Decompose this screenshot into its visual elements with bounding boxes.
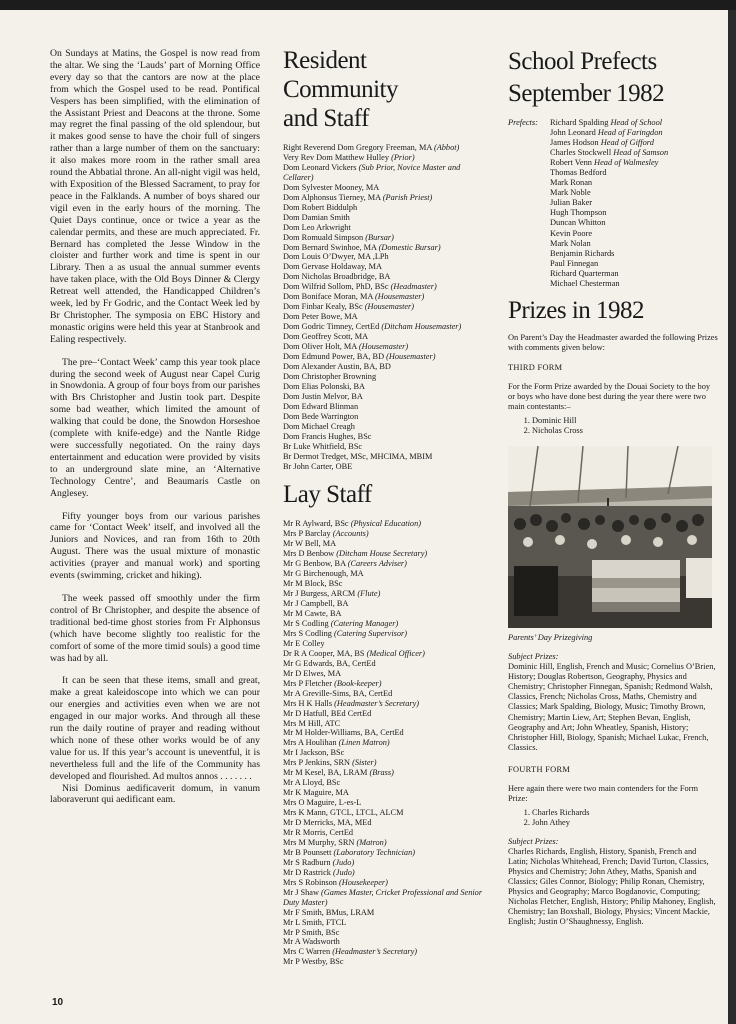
staff-entry [283,143,483,153]
prefect-entry [550,138,668,148]
staff-name: Br Dermot Tredget, MSc, MHCIMA, MBIM [283,451,433,461]
staff-name: Dr R A Cooper, MA, BS [283,648,365,658]
staff-name: Mrs P Fletcher [283,678,333,688]
staff-name: Dom Wilfrid Sollom, PhD, BSc [283,282,389,292]
staff-name: Mr G Benbow, BA [283,559,346,569]
staff-entry [283,619,483,629]
photo-caption: Parents’ Day Prizegiving [508,633,593,643]
staff-entry [283,442,483,452]
staff-name: Mr A Wadsworth [283,937,340,947]
staff-name: Dom Peter Bowe, MA [283,312,358,322]
staff-entry [283,203,483,213]
staff-entry [283,372,483,382]
staff-entry [283,262,483,272]
subject-prizes-label: Subject Prizes: [508,652,559,662]
staff-role: (Headmaster’s Secretary) [334,698,420,708]
staff-entry [283,868,483,878]
third-form-subject-prizes: Dominic Hill, English, French and Music; Cornelius O’Brien, History; Douglas Robertson, Geography, Physics and Chemistry; Christopher Finnegan, Spanish; Redmond Walsh, Classics, French; Nicholas Cross, Maths, Chemistry and Classics; Mark Spalding, Biology, Music; Timothy Brown, Chemistry; Martin Liew, Art; Stephen Bevan, English, Geography and Art; John Wheatley, Spanish, History; Christopher Hill, Biology, Spanish; Michael Lukac, French, Classics. [508,662,716,752]
staff-entry [283,878,483,888]
staff-entry [283,519,483,529]
staff-role: (Brass) [369,768,394,778]
staff-entry [283,609,483,619]
staff-column [283,46,483,967]
staff-role: (Accounts) [332,529,369,539]
staff-name: Dom Edward Blinman [283,401,359,411]
staff-role: (Ditcham House Secretary) [336,549,428,559]
lay-staff-list [283,519,483,967]
staff-name: Mr M Kesel, BA, LRAM [283,768,368,778]
list-item: 1. Charles Richards [532,808,718,818]
staff-role: (Parish Priest) [382,192,433,202]
fourth-form-text: Here again there were two main contenders for the Form Prize: [508,783,698,803]
staff-role: (Sister) [352,758,377,768]
staff-entry [283,858,483,868]
staff-entry [283,937,483,947]
staff-entry [283,669,483,679]
staff-role: (Flute) [357,589,381,599]
paragraph: The week passed off smoothly under the firm control of Br Christopher, and despite the absence of traditional bed-time ghost stories from Fr Alphonsus (which have become slightly too realistic for the comfort of some of the more timid souls) a good time was had by all. [50,592,260,664]
staff-role: (Housemaster) [364,302,415,312]
staff-role: (Prior) [391,152,415,162]
staff-name: Br John Carter, OBE [283,461,353,471]
staff-entry [283,689,483,699]
staff-entry [283,728,483,738]
staff-name: Mr G Birchenough, MA [283,569,364,579]
staff-name: Mrs H K Halls [283,698,333,708]
staff-entry [283,412,483,422]
staff-name: Very Rev Dom Matthew Hulley [283,152,389,162]
staff-name: Mrs D Benbow [283,549,335,559]
staff-name: Mr M Holder-Williams, BA, CertEd [283,728,404,738]
staff-entry [283,778,483,788]
staff-name: Mr D Elwes, MA [283,668,342,678]
staff-entry [283,808,483,818]
subject-prizes-label: Subject Prizes: [508,836,559,846]
staff-entry [283,243,483,253]
staff-name: Dom Elias Polonski, BA [283,381,366,391]
staff-entry [283,272,483,282]
magazine-page [0,10,728,1024]
staff-entry [283,183,483,193]
staff-entry [283,342,483,352]
prefect-name: Julian Baker [550,198,593,208]
staff-entry [283,382,483,392]
list-item: 1. Dominic Hill [532,416,718,426]
staff-entry [283,719,483,729]
paragraph: Fifty younger boys from our various parishes came for ‘Contact Week’ itself, and involved all the Juniors and Novices, and ran from 16th to 20th August. There was the usual mixture of monastic activities (prayer and manual work) and sporting events (swimming, cricket and hiking). [50,510,260,582]
staff-name: Dom Alexander Austin, BA, BD [283,361,391,371]
staff-name: Dom Christopher Browning [283,371,377,381]
staff-name: Dom Oliver Holt, MA [283,342,357,352]
staff-name: Dom Gervase Holdaway, MA [283,262,382,272]
staff-name: Mr J Shaw [283,887,319,897]
staff-entry [283,549,483,559]
staff-entry [283,788,483,798]
prefect-name: Duncan Whitton [550,218,606,228]
fourth-form-heading: FOURTH FORM [508,764,571,774]
staff-entry [283,402,483,412]
staff-name: Mrs M Hill, ATC [283,718,341,728]
prefect-entry [550,198,668,208]
third-form-list [508,416,718,436]
page-number: 10 [52,997,64,1008]
staff-entry [283,768,483,778]
heading-line: and Staff [283,105,369,132]
staff-name: Mr M Block, BSc [283,579,343,589]
prefect-name: Charles Stockwell [550,148,612,158]
staff-entry [283,649,483,659]
staff-entry [283,569,483,579]
prefect-name: Michael Chesterman [550,278,620,288]
prefects-block [508,118,718,289]
staff-name: Mr J Campbell, BA [283,599,349,609]
staff-name: Dom Finbar Kealy, BSc [283,302,363,312]
staff-name: Mr S Radburn [283,857,331,867]
staff-name: Right Reverend Dom Gregory Freeman, MA [283,143,432,152]
staff-entry [283,223,483,233]
staff-entry [283,709,483,719]
staff-name: Mr W Bell, MA [283,539,337,549]
staff-entry [283,539,483,549]
staff-entry [283,233,483,243]
staff-entry [283,659,483,669]
staff-role: (Laboratory Technician) [333,847,415,857]
prefect-name: Hugh Thompson [550,208,607,218]
staff-entry [283,928,483,938]
staff-entry [283,957,483,967]
staff-entry [283,153,483,163]
prefect-name: Richard Quarterman [550,268,619,278]
school-prefects-heading [508,46,718,110]
prefect-entry [550,158,668,168]
staff-name: Dom Louis O’Dwyer, MA ,LPh [283,252,389,262]
paragraph: On Sundays at Matins, the Gospel is now read from the altar. We sing the ‘Lauds’ part of Morning Office every day so that the cantors are now at the place from which the Gospel used to be read. Pontifical Vespers has been simplified, with the elimination of the Assistant Priest and Deacons at the throne. Some may regret the final passing of the old splendour, but it makes good sense to have the choir full of singers rather than a large number of them on the sanctuary: it also makes more room in the rather small area round the Abbatial throne. An all-night vigil was held, with Exposition of the Blessed Sacrament, to pray for peace in the Falklands. A number of boys shared our vigil even in the early hours of the morning. The Quiet Days continue, once or twice a year as the calendar permits, and these are much appreciated. Fr. Bernard has completed the Jesse Window in the cloister and further work and time is spent in our Library. Then a as usual the annual summer events have taken place, with the Old Boys Dinner & Clergy Retreat well attended, the Handicapped Children’s week, led by Fr Godric, and the Contact Week led by Br Christopher. The symposia on EBC History and monastic origins were held this year at Stanbrook and Ealing respectively. [50,48,260,345]
staff-entry [283,828,483,838]
prefect-role: Head of School [610,118,663,127]
prefect-entry [550,269,668,279]
staff-role: (Domestic Bursar) [378,242,441,252]
marquee-photo-illustration [508,446,712,628]
prefect-name: Robert Venn [550,158,592,168]
staff-role: (Housemaster) [374,292,425,302]
prefect-name: Thomas Bedford [550,168,607,178]
staff-name: Dom Sylvester Mooney, MA [283,182,380,192]
page-right-edge [728,10,736,1024]
staff-role: (Linen Matron) [338,738,390,748]
prefect-name: Kevin Poore [550,228,593,238]
prefect-role: Head of Faringdon [597,128,663,138]
staff-entry [283,163,483,183]
prefect-name: Mark Noble [550,188,591,198]
staff-name: Dom Boniface Moran, MA [283,292,373,302]
staff-name: Mrs S Robinson [283,877,337,887]
staff-name: Mr P Smith, BSc [283,927,340,937]
staff-entry [283,888,483,908]
heading-line: September 1982 [508,80,665,107]
staff-entry [283,599,483,609]
prefect-entry [550,178,668,188]
staff-name: Mrs P Barclay [283,529,331,539]
staff-entry [283,639,483,649]
staff-name: Mr M Cawte, BA [283,609,342,619]
prefect-entry [550,208,668,218]
staff-entry [283,322,483,332]
prefect-name: Paul Finnegan [550,258,599,268]
staff-name: Br Luke Whitfield, BSc [283,441,363,451]
staff-role: (Headmaster) [390,282,437,292]
staff-name: Mr D Hatfull, BEd CertEd [283,708,372,718]
staff-name: Mr R Morris, CertEd [283,828,354,837]
staff-entry [283,838,483,848]
staff-name: Mrs S Codling [283,628,332,638]
paragraph: The pre–‘Contact Week’ camp this year took place during the second week of August near Capel Curig in Snowdonia. A group of four boys from our parishes with Brs Christopher and Justin took part. Despite some bad weather, which limited the amount of walking that could be done, the Snowdon Horseshoe (complete with knife-edge) and the Nantle Ridge were successfully negotiated. On the rainy days entertainment and education were provided by visits to an underground slate mine, an ‘Alternative Technology Centre’, and Beaumaris Castle on Anglesey. [50,356,260,499]
staff-entry [283,332,483,342]
staff-entry [283,918,483,928]
staff-name: Mr F Smith, BMus, LRAM [283,907,375,917]
staff-entry [283,213,483,223]
staff-name: Mr D Rastrick [283,867,331,877]
staff-entry [283,679,483,689]
prefect-name: Richard Spalding [550,118,609,127]
left-text-column [50,48,260,806]
prefects-prizes-column [508,46,718,927]
staff-name: Mr B Pounsett [283,847,332,857]
staff-entry [283,758,483,768]
prefect-name: Mark Nolan [550,238,591,248]
staff-name: Mr A Greville-Sims, BA, CertEd [283,688,393,698]
staff-role: (Abbot) [433,143,460,152]
staff-role: (Catering Manager) [330,618,399,628]
staff-role: (Headmaster’s Secretary) [332,947,418,957]
staff-name: Mr G Edwards, BA, CertEd [283,658,376,668]
prizes-heading: Prizes in 1982 [508,296,645,324]
staff-name: Dom Bede Warrington [283,411,359,421]
staff-entry [283,452,483,462]
prefect-name: John Leonard [550,128,596,138]
staff-entry [283,362,483,372]
staff-entry [283,559,483,569]
staff-name: Dom Godric Timney, CertEd [283,322,380,332]
staff-entry [283,579,483,589]
heading-line: Community [283,76,398,103]
staff-entry [283,422,483,432]
staff-entry [283,798,483,808]
staff-name: Dom Damian Smith [283,212,350,222]
staff-entry [283,302,483,312]
staff-name: Mr S Codling [283,618,329,628]
staff-name: Mr K Maguire, MA [283,788,349,798]
prefects-list [550,118,668,289]
staff-role: (Physical Education) [350,519,421,529]
staff-name: Mrs P Jenkins, SRN [283,758,351,768]
staff-name: Mr J Burgess, ARCM [283,589,356,599]
staff-entry [283,352,483,362]
resident-community-heading [283,46,483,133]
list-item: 2. Nicholas Cross [532,426,718,436]
prefect-name: Benjamin Richards [550,248,615,258]
staff-entry [283,193,483,203]
staff-entry [283,432,483,442]
staff-name: Mr R Aylward, BSc [283,519,349,529]
prefect-name: James Hodson [550,138,599,148]
staff-entry [283,748,483,758]
prizes-intro: On Parent’s Day the Headmaster awarded the following Prizes with comments given below: [508,332,718,352]
prefect-entry [550,259,668,269]
fourth-form-subject-prizes: Charles Richards, English, History, Spanish, French and Latin; Nicholas Whitehead, French; David Turton, Classics, Physics and Chemistry; John Athey, Maths, Spanish and Classics; Giles Connor, Biology; Philip Ronan, Chemistry, Physics and Geography; Marco Bogdanovic, Computing; Nicholas Fletcher, English, History; Philip Mahoney, English, Chemistry; Ian Boxshall, Biology, Physics; Vincent Mackie, English; Justin O’Shaughnessy, English. [508,846,716,927]
paragraph: Nisi Dominus aedificaverit domum, in vanum laboraverunt qui aedificant eam. [50,782,260,806]
staff-name: Dom Michael Creagh [283,421,355,431]
prefect-entry [550,249,668,259]
prefect-entry [550,168,668,178]
prefects-label: Prefects: [508,118,538,127]
staff-entry [283,589,483,599]
staff-entry [283,947,483,957]
staff-role: (Sub Prior, Novice Master and Cellarer) [283,162,461,182]
staff-entry [283,252,483,262]
staff-entry [283,848,483,858]
staff-entry [283,908,483,918]
staff-name: Mr P Westby, BSc [283,957,344,967]
staff-entry [283,738,483,748]
resident-community-list [283,143,483,471]
staff-entry [283,529,483,539]
third-form-heading: THIRD FORM [508,362,563,372]
prefect-entry [550,279,668,289]
prizegiving-photo [508,446,712,628]
prefect-entry [550,229,668,239]
staff-name: Dom Leo Arkwright [283,222,351,232]
prefect-name: Mark Ronan [550,178,593,188]
prefect-entry [550,239,668,249]
paragraph: It can be seen that these items, small and great, make a great kaleidoscope into which we can pour our energies and activities even when we are not engaged in our major works. And through all these run the daily routine of prayer and reading without which none of these other works would be of any value for us. If this year’s account is uneventful, it is nevertheless full and the life of the Community has developed and flourished. Ad multos annos . . . . . . . [50,675,260,782]
heading-line: Resident [283,47,367,74]
staff-name: Dom Nicholas Broadbridge, BA [283,272,391,282]
prefect-role: Head of Samson [613,148,669,158]
staff-name: Mrs O Maguire, L-es-L [283,798,362,808]
staff-role: (Judo) [333,867,355,877]
staff-role: (Housemaster) [358,342,409,352]
staff-name: Mr L Smith, FTCL [283,917,347,927]
prefect-entry [550,118,668,128]
staff-role: (Bursar) [365,232,394,242]
staff-role: (Catering Supervisor) [333,628,408,638]
prefect-entry [550,218,668,228]
staff-entry [283,282,483,292]
staff-name: Dom Edmund Power, BA, BD [283,352,385,362]
staff-name: Dom Romuald Simpson [283,232,364,242]
staff-name: Mrs C Warren [283,947,331,957]
heading-line: School Prefects [508,48,657,75]
list-item: 2. John Athey [532,818,718,828]
staff-role: (Housemaster) [386,352,436,362]
staff-entry [283,392,483,402]
staff-name: Mr D Merricks, MA, MEd [283,818,372,828]
staff-name: Dom Leonard Vickers [283,162,357,172]
third-form-text: For the Form Prize awarded by the Douai Society to the boy or boys who have done best during the year there were two main contestants:– [508,381,711,412]
staff-name: Mr A Lloyd, BSc [283,778,341,788]
staff-role: (Judo) [332,857,355,867]
prefect-entry [550,148,668,158]
staff-role: (Medical Officer) [366,648,425,658]
staff-role: (Housekeeper) [339,877,388,887]
staff-entry [283,629,483,639]
staff-role: (Careers Adviser) [347,559,407,569]
staff-role: (Ditcham Housemaster) [381,322,462,332]
staff-name: Mrs A Houlihan [283,738,337,748]
fourth-form-list [508,808,718,828]
staff-name: Mr I Jackson, BSc [283,748,345,758]
prefect-entry [550,128,668,138]
staff-name: Mrs M Murphy, SRN [283,837,355,847]
prefect-role: Head of Gifford [600,138,654,148]
staff-name: Mr E Colley [283,638,325,648]
staff-role: (Matron) [356,837,387,847]
staff-entry [283,818,483,828]
staff-entry [283,699,483,709]
staff-entry [283,462,483,472]
lay-staff-heading: Lay Staff [283,481,372,509]
staff-name: Dom Alphonsus Tierney, MA [283,192,381,202]
staff-name: Dom Justin Melvor, BA [283,391,363,401]
staff-role: (Book-keeper) [334,678,382,688]
staff-role: (Games Master, Cricket Professional and Senior Duty Master) [283,887,483,907]
prefect-entry [550,188,668,198]
staff-name: Dom Geoffrey Scott, MA [283,332,369,342]
prefect-role: Head of Walmesley [594,158,659,168]
staff-entry [283,312,483,322]
staff-name: Dom Robert Biddulph [283,202,358,212]
staff-name: Dom Francis Hughes, BSc [283,431,372,441]
staff-entry [283,292,483,302]
staff-name: Mrs K Mann, GTCL, LTCL, ALCM [283,808,404,818]
staff-name: Dom Bernard Swinhoe, MA [283,242,377,252]
